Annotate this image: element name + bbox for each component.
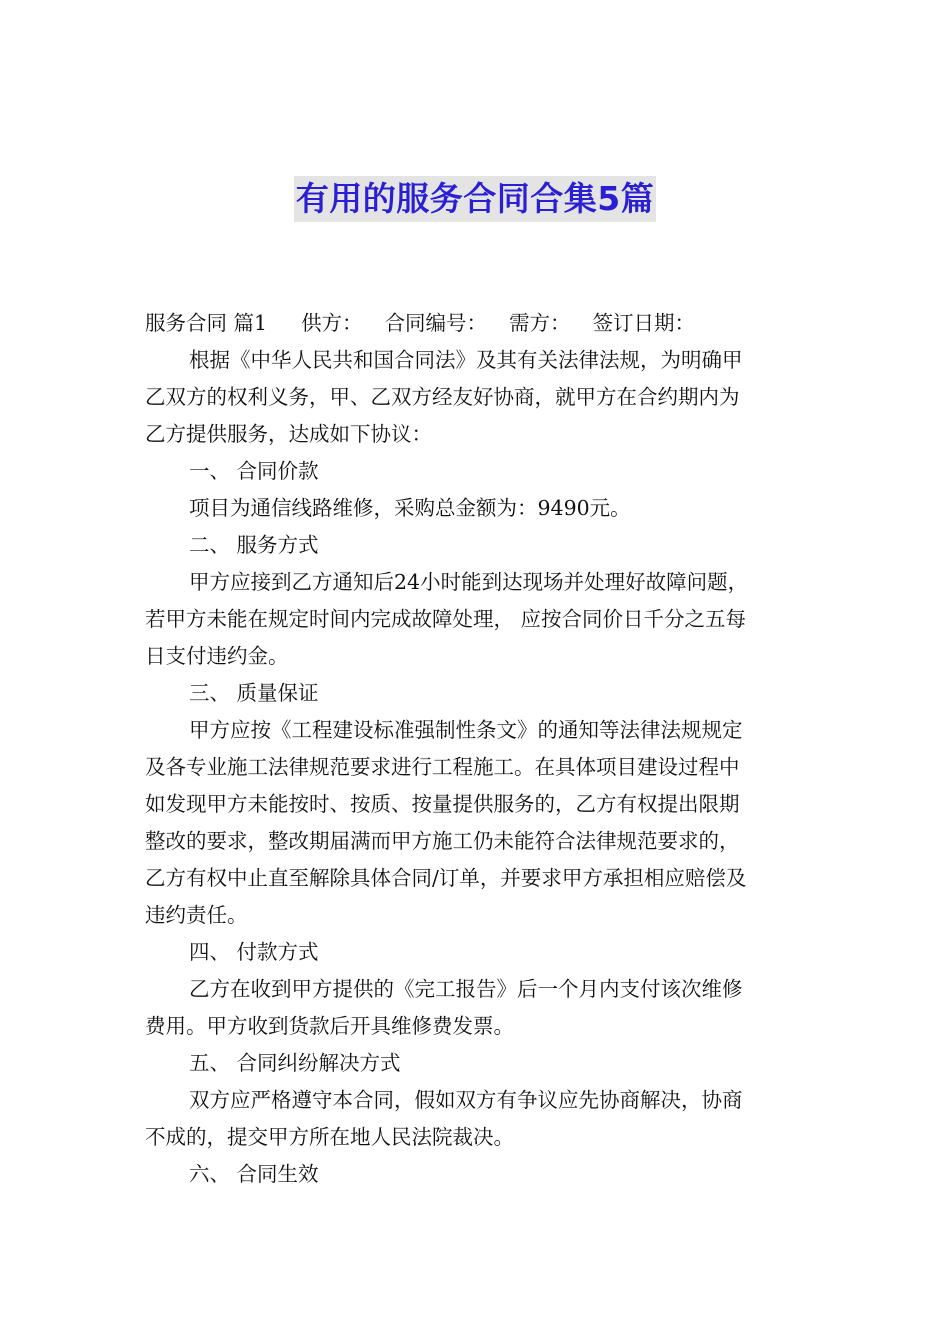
paragraph-line: 整改的要求，整改期届满而甲方施工仍未能符合法律规范要求的， — [145, 829, 740, 853]
paragraph-line: 乙方在收到甲方提供的《完工报告》后一个月内支付该次维修 — [189, 977, 743, 1001]
contract-meta-line — [145, 305, 807, 342]
document-body — [145, 305, 807, 1193]
contract-number-label: 合同编号： — [384, 311, 488, 335]
clause-heading: 三、 质量保证 — [189, 681, 319, 705]
title-container — [0, 176, 950, 222]
clause-heading: 四、 付款方式 — [189, 940, 319, 964]
paragraph-line: 日支付违约金。 — [145, 644, 289, 668]
paragraph-line: 根据《中华人民共和国合同法》及其有关法律法规，为明确甲 — [189, 348, 743, 372]
clause-heading: 二、 服务方式 — [189, 533, 319, 557]
buyer-label: 需方： — [509, 311, 571, 335]
paragraph-line: 乙方提供服务，达成如下协议： — [145, 422, 432, 446]
paragraph-line: 双方应严格遵守本合同，假如双方有争议应先协商解决，协商 — [189, 1088, 743, 1112]
paragraph-line: 甲方应按《工程建设标准强制性条文》的通知等法律法规规定 — [189, 718, 743, 742]
sign-date-label: 签订日期： — [592, 311, 696, 335]
paragraph-line: 乙双方的权利义务，甲、乙双方经友好协商，就甲方在合约期内为 — [145, 385, 740, 409]
clause-heading: 五、 合同纠纷解决方式 — [189, 1051, 401, 1075]
paragraph-line: 甲方应接到乙方通知后24小时能到达现场并处理好故障问题， — [189, 570, 749, 594]
section-heading: 服务合同 篇1 — [145, 311, 268, 335]
supplier-label: 供方： — [301, 311, 363, 335]
paragraph-line: 如发现甲方未能按时、按质、按量提供服务的，乙方有权提出限期 — [145, 792, 740, 816]
clause-heading: 六、 合同生效 — [189, 1162, 319, 1186]
paragraph-line: 违约责任。 — [145, 903, 248, 927]
paragraph-line: 项目为通信线路维修，采购总金额为：9490元。 — [189, 496, 631, 520]
paragraph-line: 乙方有权中止直至解除具体合同/订单，并要求甲方承担相应赔偿及 — [145, 866, 747, 890]
paragraph-line: 不成的，提交甲方所在地人民法院裁决。 — [145, 1125, 514, 1149]
clause-heading: 一、 合同价款 — [189, 459, 319, 483]
document-title: 有用的服务合同合集5篇 — [294, 176, 656, 222]
paragraph-line: 费用。甲方收到货款后开具维修费发票。 — [145, 1014, 514, 1038]
paragraph-line: 若甲方未能在规定时间内完成故障处理， 应按合同价日千分之五每 — [145, 607, 747, 631]
paragraph-line: 及各专业施工法律规范要求进行工程施工。在具体项目建设过程中 — [145, 755, 740, 779]
